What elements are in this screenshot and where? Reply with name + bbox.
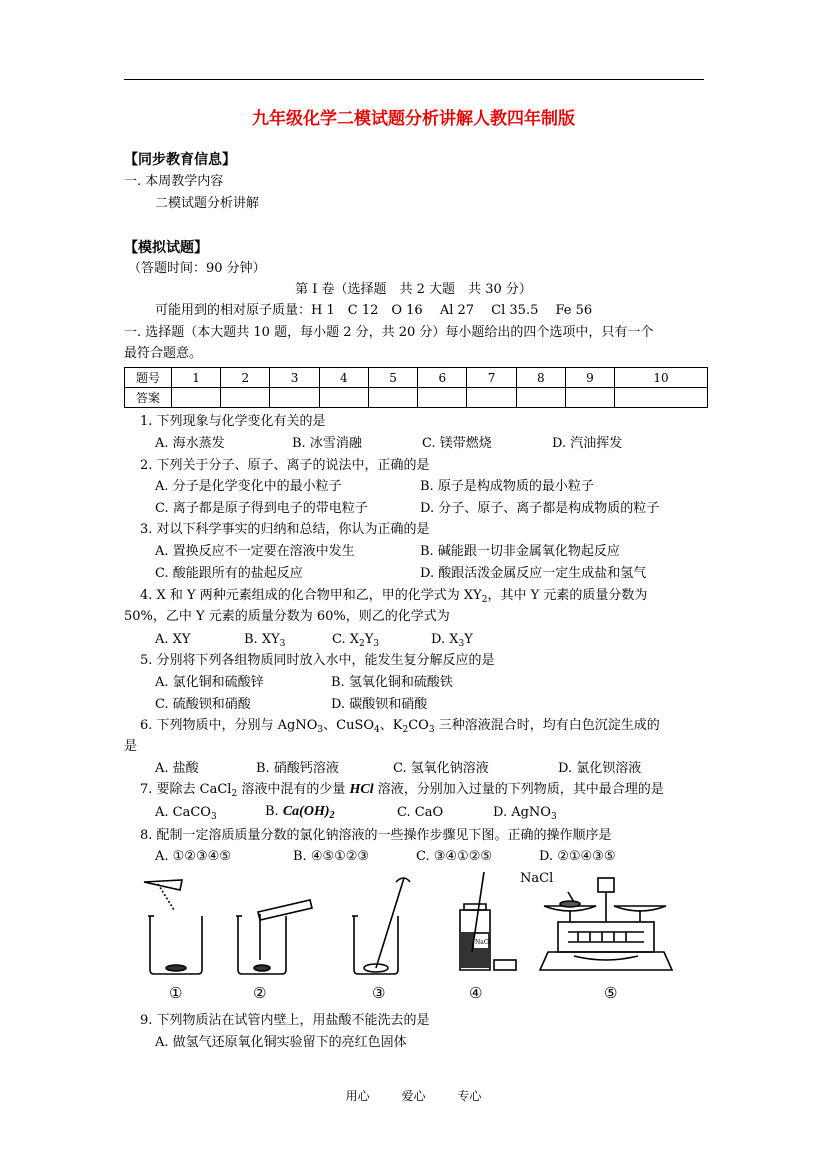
time-note: （答题时间：90 分钟） bbox=[128, 261, 266, 276]
footer-text: 专心 bbox=[457, 1089, 482, 1103]
q5-stem: 5. 分别将下列各组物质同时放入水中，能发生复分解反应的是 bbox=[140, 653, 495, 668]
q7-option-b: B. $Ca(OH)_2$ bbox=[265, 804, 335, 821]
q2-stem: 2. 下列关于分子、原子、离子的说法中，正确的是 bbox=[140, 458, 430, 473]
q1-stem: 1. 下列现象与化学变化有关的是 bbox=[140, 414, 326, 429]
table-cell: 7 bbox=[467, 368, 516, 388]
q1-option-c: C. 镁带燃烧 bbox=[422, 436, 492, 451]
answer-cell[interactable] bbox=[319, 388, 368, 408]
table-cell: 6 bbox=[418, 368, 467, 388]
figure-label: ② bbox=[253, 984, 267, 1002]
table-cell: 3 bbox=[270, 368, 319, 388]
q8-option-c: C. ③④①②⑤ bbox=[416, 849, 493, 864]
part1-instructions-line2: 最符合题意。 bbox=[124, 346, 203, 361]
nacl-label: NaCl bbox=[520, 871, 554, 886]
q6-option-b: B. 硝酸钙溶液 bbox=[256, 761, 339, 776]
answer-cell[interactable] bbox=[368, 388, 417, 408]
q9-stem: 9. 下列物质沾在试管内壁上，用盐酸不能洗去的是 bbox=[140, 1013, 430, 1028]
q3-option-a: A. 置换反应不一定要在溶液中发生 bbox=[155, 544, 355, 559]
answer-cell[interactable] bbox=[565, 388, 614, 408]
q7-option-a: A. CaCO$_3$ bbox=[155, 805, 217, 822]
q5-option-a: A. 氯化铜和硫酸锌 bbox=[155, 675, 264, 690]
answer-cell[interactable] bbox=[615, 388, 708, 408]
q5-option-d: D. 碳酸钡和硝酸 bbox=[331, 697, 428, 712]
table-row bbox=[125, 368, 708, 388]
q6-option-a: A. 盐酸 bbox=[155, 761, 199, 776]
part1-instructions-line1: 一. 选择题（本大题共 10 题，每小题 2 分，共 20 分）每小题给出的四个选项中，只有一个 bbox=[124, 325, 654, 340]
q1-option-a: A. 海水蒸发 bbox=[155, 436, 225, 451]
step-4-reagent-bottle-illustration bbox=[460, 872, 516, 970]
answer-cell[interactable] bbox=[418, 388, 467, 408]
step-1-weighing-pour-illustration bbox=[144, 880, 202, 974]
answer-cell[interactable] bbox=[270, 388, 319, 408]
table-header-cell: 题号 bbox=[125, 368, 172, 388]
header-rule bbox=[124, 79, 704, 80]
sync-info-header: 【同步教育信息】 bbox=[124, 152, 236, 168]
q4-option-c: C. $X_2Y_3$ bbox=[332, 632, 380, 649]
q4-option-d: D. $X_3Y$ bbox=[431, 632, 473, 649]
table-cell: 4 bbox=[319, 368, 368, 388]
figure-label: ④ bbox=[469, 984, 483, 1002]
table-cell: 8 bbox=[516, 368, 565, 388]
q2-option-a: A. 分子是化学变化中的最小粒子 bbox=[155, 479, 342, 494]
answer-cell[interactable] bbox=[221, 388, 270, 408]
q3-option-c: C. 酸能跟所有的盐起反应 bbox=[155, 566, 303, 581]
answer-cell[interactable] bbox=[467, 388, 516, 408]
q5-option-b: B. 氢氧化铜和硫酸铁 bbox=[331, 675, 453, 690]
q4-stem-line2: 50%，乙中 Y 元素的质量分数为 60%，则乙的化学式为 bbox=[124, 609, 450, 624]
q4-stem-line1: 4. X 和 Y 两种元素组成的化合物甲和乙，甲的化学式为 $XY_2$，其中 Y 元素的质量分数为 bbox=[140, 588, 648, 605]
q1-option-d: D. 汽油挥发 bbox=[552, 436, 623, 451]
q1-option-b: B. 冰雪消融 bbox=[292, 436, 362, 451]
mock-test-header: 【模拟试题】 bbox=[124, 240, 208, 256]
q7-option-d: D. AgNO$_3$ bbox=[493, 805, 557, 822]
footer-text: 用心 bbox=[345, 1089, 370, 1103]
q2-option-c: C. 离子都是原子得到电子的带电粒子 bbox=[155, 501, 368, 516]
q2-option-b: B. 原子是构成物质的最小粒子 bbox=[420, 479, 594, 494]
step-3-stirring-illustration bbox=[352, 878, 410, 974]
table-cell: 2 bbox=[221, 368, 270, 388]
page-title: 九年级化学二模试题分析讲解人教四年制版 bbox=[252, 109, 575, 129]
q4-option-a: A. XY bbox=[155, 632, 191, 647]
q6-stem-line2: 是 bbox=[124, 739, 138, 754]
footer-text: 爱心 bbox=[401, 1089, 426, 1103]
q3-stem: 3. 对以下科学事实的归纳和总结，你认为正确的是 bbox=[140, 522, 430, 537]
figure-label: ⑤ bbox=[604, 984, 618, 1002]
q6-stem-line1: 6. 下列物质中，分别与 AgNO$_3$、CuSO$_4$、$K_2CO_3$ 三种溶液混合时，均有白色沉淀生成的 bbox=[140, 718, 660, 735]
q6-option-d: D. 氯化钡溶液 bbox=[558, 761, 642, 776]
table-cell: 10 bbox=[615, 368, 708, 388]
table-cell: 9 bbox=[565, 368, 614, 388]
q2-option-d: D. 分子、原子、离子都是构成物质的粒子 bbox=[420, 501, 660, 516]
q3-option-b: B. 碱能跟一切非金属氧化物起反应 bbox=[420, 544, 620, 559]
volume-title: 第 I 卷（选择题 共 2 大题 共 30 分） bbox=[295, 282, 532, 297]
page-footer bbox=[0, 1087, 827, 1104]
answer-cell[interactable] bbox=[172, 388, 221, 408]
figure-label: ① bbox=[169, 984, 183, 1002]
figure-label: ③ bbox=[372, 984, 386, 1002]
q9-option-a: A. 做氢气还原氧化铜实验留下的亮红色固体 bbox=[155, 1035, 407, 1050]
section-1-heading: 一. 本周教学内容 bbox=[124, 174, 224, 189]
step-5-balance-illustration bbox=[540, 878, 672, 970]
q4-option-b: B. $XY_3$ bbox=[244, 632, 286, 649]
table-row bbox=[125, 388, 708, 408]
table-cell: 5 bbox=[368, 368, 417, 388]
q3-option-d: D. 酸跟活泼金属反应一定生成盐和氢气 bbox=[420, 566, 647, 581]
atomic-mass-line: 可能用到的相对原子质量：H 1 C 12 O 16 Al 27 Cl 35.5 Fe 56 bbox=[155, 303, 593, 318]
answer-table bbox=[124, 367, 708, 408]
q8-option-a: A. ①②③④⑤ bbox=[155, 849, 231, 864]
step-2-pour-water-illustration bbox=[236, 900, 312, 974]
q6-option-c: C. 氢氧化钠溶液 bbox=[393, 761, 489, 776]
q5-option-c: C. 硫酸钡和硝酸 bbox=[155, 697, 251, 712]
lab-procedure-figure bbox=[138, 870, 678, 1010]
q7-stem: 7. 要除去 CaCl$_2$ 溶液中混有的少量 HCl 溶液，分别加入过量的下列物质，其中最合理的是 bbox=[140, 782, 664, 799]
q8-option-b: B. ④⑤①②③ bbox=[293, 849, 370, 864]
answer-cell[interactable] bbox=[516, 388, 565, 408]
section-1-content: 二模试题分析讲解 bbox=[155, 196, 260, 211]
bottle-label: NaCl bbox=[475, 939, 491, 946]
q8-option-d: D. ②①④③⑤ bbox=[539, 849, 616, 864]
table-header-cell: 答案 bbox=[125, 388, 172, 408]
q8-stem: 8. 配制一定溶质质量分数的氯化钠溶液的一些操作步骤见下图。正确的操作顺序是 bbox=[140, 828, 612, 843]
q7-option-c: C. CaO bbox=[397, 805, 444, 820]
table-cell: 1 bbox=[172, 368, 221, 388]
